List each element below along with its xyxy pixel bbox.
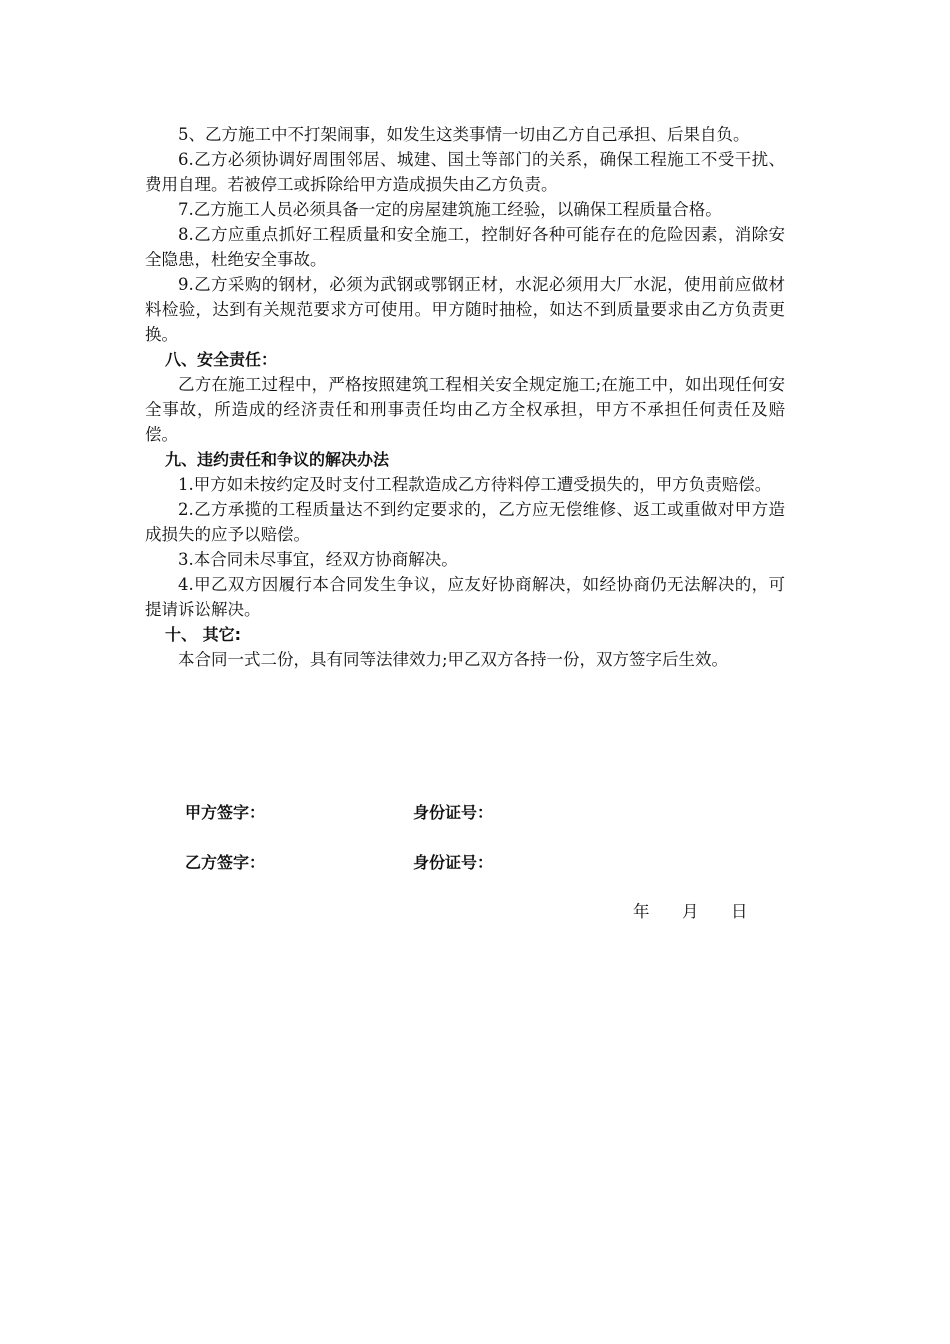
clause-5: 5、乙方施工中不打架闹事，如发生这类事情一切由乙方自己承担、后果自负。 bbox=[178, 125, 750, 144]
clause-7: 7.乙方施工人员必须具备一定的房屋建筑施工经验，以确保工程质量合格。 bbox=[178, 200, 722, 219]
section-9-item-3: 3.本合同未尽事宜，经双方协商解决。 bbox=[178, 550, 458, 569]
contract-page bbox=[145, 122, 785, 672]
section-8-body: 乙方在施工过程中，严格按照建筑工程相关安全规定施工;在施工中，如出现任何安全事故，所造成的经济责任和刑事责任均由乙方全权承担，甲方不承担任何责任及赔偿。 bbox=[145, 375, 785, 444]
clause-8: 8.乙方应重点抓好工程质量和安全施工，控制好各种可能存在的危险因素，消除安全隐患，杜绝安全事故。 bbox=[145, 225, 785, 269]
date-year: 年 bbox=[633, 902, 650, 921]
party-a-signature-label: 甲方签字： bbox=[185, 803, 266, 822]
date-line bbox=[633, 898, 748, 922]
section-9-heading: 九、违约责任和争议的解决办法 bbox=[165, 450, 390, 469]
section-9-item-1: 1.甲方如未按约定及时支付工程款造成乙方待料停工遭受损失的，甲方负责赔偿。 bbox=[178, 475, 772, 494]
date-day: 日 bbox=[731, 902, 748, 921]
section-8-heading: 八、安全责任： bbox=[165, 350, 278, 369]
party-a-signature-row bbox=[185, 800, 745, 850]
section-10-heading: 十、 其它: bbox=[165, 625, 241, 644]
clause-9: 9.乙方采购的钢材，必须为武钢或鄂钢正材，水泥必须用大厂水泥，使用前应做材料检验，达到有关规范要求方可使用。甲方随时抽检，如达不到质量要求由乙方负责更换。 bbox=[145, 275, 785, 344]
party-b-id-label: 身份证号： bbox=[413, 853, 494, 872]
section-9-item-2: 2.乙方承揽的工程质量达不到约定要求的，乙方应无偿维修、返工或重做对甲方造成损失的应予以赔偿。 bbox=[145, 500, 785, 544]
section-9-item-4: 4.甲乙双方因履行本合同发生争议，应友好协商解决，如经协商仍无法解决的，可提请诉讼解决。 bbox=[145, 575, 785, 619]
date-month: 月 bbox=[682, 902, 699, 921]
party-a-id-label: 身份证号： bbox=[413, 803, 494, 822]
party-b-signature-row bbox=[185, 850, 745, 900]
party-b-signature-label: 乙方签字： bbox=[185, 853, 266, 872]
clause-6: 6.乙方必须协调好周围邻居、城建、国土等部门的关系，确保工程施工不受干扰、费用自理。若被停工或拆除给甲方造成损失由乙方负责。 bbox=[145, 150, 785, 194]
section-10-body: 本合同一式二份，具有同等法律效力;甲乙双方各持一份，双方签字后生效。 bbox=[178, 650, 729, 669]
signature-block bbox=[185, 800, 745, 900]
